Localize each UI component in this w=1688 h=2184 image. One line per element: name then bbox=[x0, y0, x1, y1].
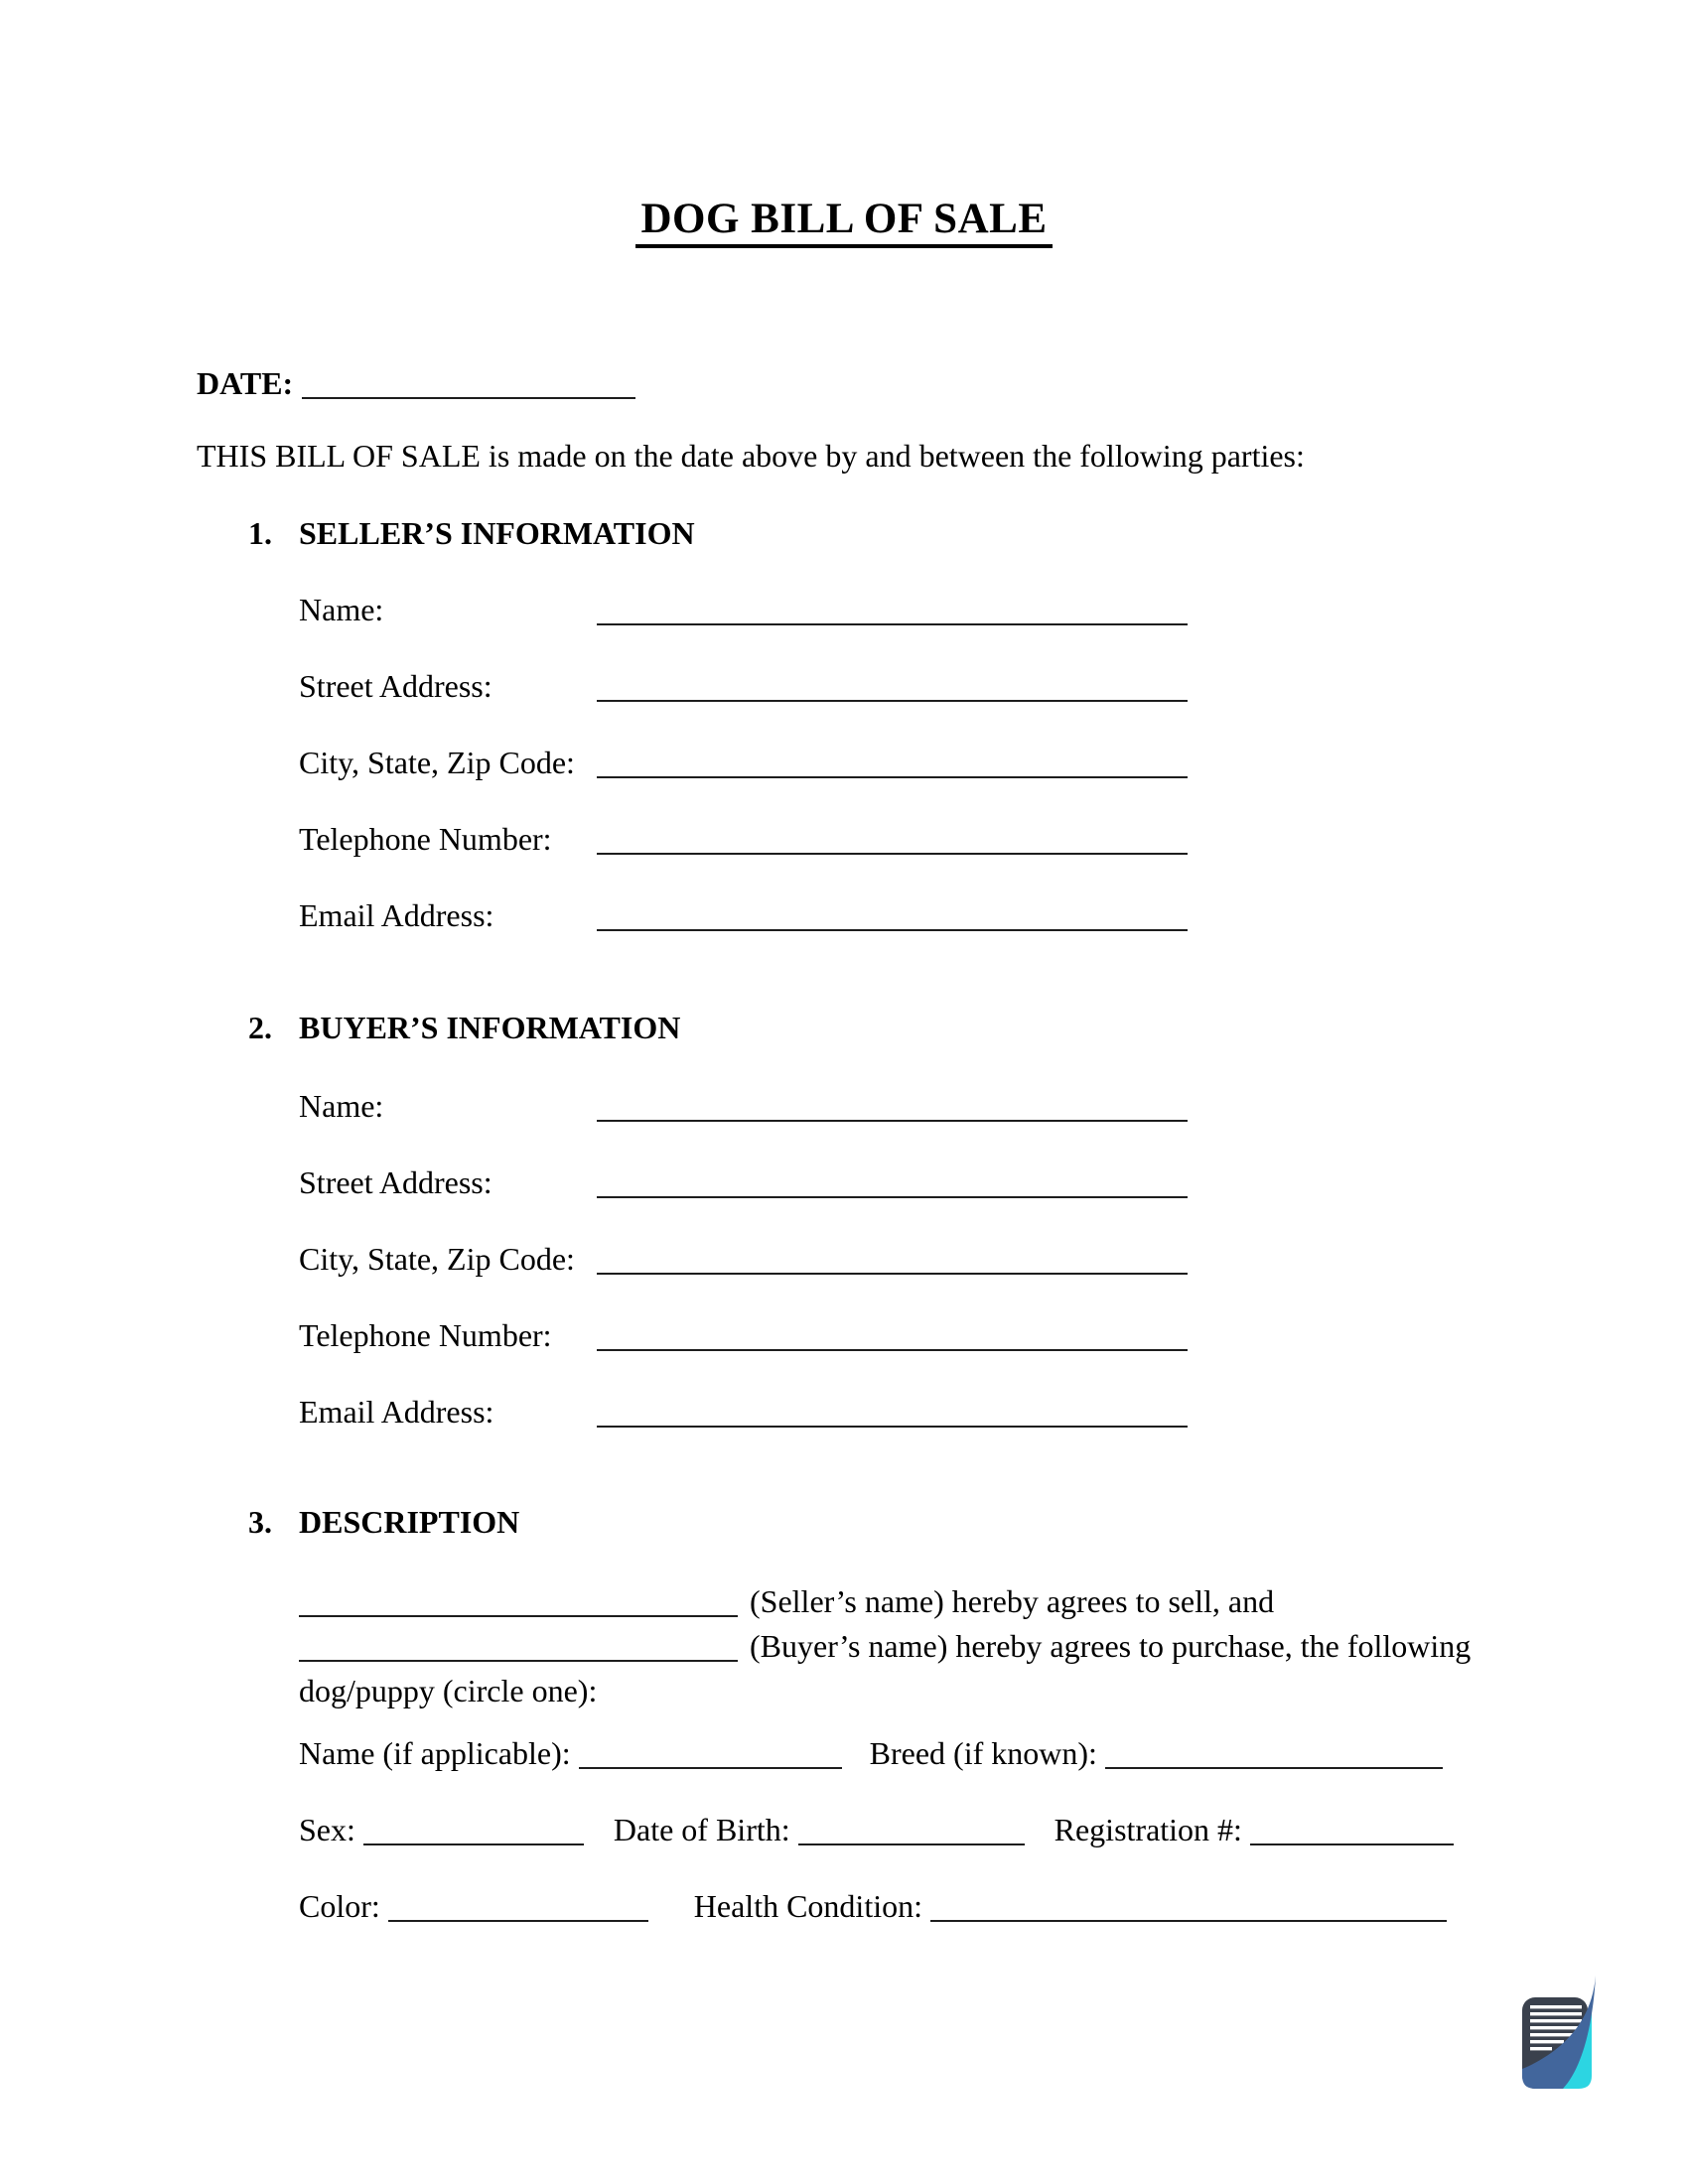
field-label: Name: bbox=[299, 592, 384, 627]
seller-name-blank-line bbox=[299, 1591, 738, 1617]
formspal-logo bbox=[1517, 1972, 1607, 2093]
health-condition-blank-line bbox=[930, 1896, 1447, 1922]
section-heading bbox=[248, 1504, 1688, 1540]
field-row-buyer-city-state-zip bbox=[299, 1241, 1688, 1277]
section-title: BUYER’S INFORMATION bbox=[299, 1010, 681, 1045]
field-row-seller-name bbox=[299, 592, 1688, 627]
field-row-buyer-telephone bbox=[299, 1317, 1688, 1353]
document-swoosh-logo-icon bbox=[1517, 1972, 1607, 2093]
field-blank-line bbox=[597, 600, 1188, 625]
field-label: Email Address: bbox=[299, 897, 494, 933]
seller-name-clause-line bbox=[299, 1579, 1490, 1624]
circle-one-line: dog/puppy (circle one): bbox=[299, 1673, 598, 1708]
field-blank-line bbox=[597, 829, 1188, 855]
field-blank-line bbox=[597, 905, 1188, 931]
date-label: DATE: bbox=[197, 365, 294, 401]
field-blank-line bbox=[597, 1096, 1188, 1122]
breed-label: Breed (if known): bbox=[869, 1735, 1097, 1771]
attr-row-sex-dob-registration bbox=[299, 1812, 1688, 1847]
sex-blank-line bbox=[363, 1820, 584, 1845]
field-label: City, State, Zip Code: bbox=[299, 1241, 575, 1277]
date-blank-line bbox=[302, 373, 635, 399]
seller-clause-text: (Seller’s name) hereby agrees to sell, and bbox=[750, 1583, 1275, 1619]
section-number: 2. bbox=[248, 1010, 272, 1045]
date-row bbox=[197, 365, 1688, 401]
field-label: Name: bbox=[299, 1088, 384, 1124]
section-heading bbox=[248, 515, 1688, 551]
field-label: Telephone Number: bbox=[299, 1317, 552, 1353]
page-title-text: DOG BILL OF SALE bbox=[635, 196, 1052, 248]
section-title: SELLER’S INFORMATION bbox=[299, 515, 695, 551]
registration-label: Registration #: bbox=[1054, 1812, 1242, 1847]
dog-name-label: Name (if applicable): bbox=[299, 1735, 571, 1771]
field-label: Street Address: bbox=[299, 1164, 492, 1200]
dog-name-blank-line bbox=[579, 1743, 842, 1769]
color-label: Color: bbox=[299, 1888, 380, 1924]
date-of-birth-label: Date of Birth: bbox=[613, 1812, 790, 1847]
field-row-seller-street-address bbox=[299, 668, 1688, 704]
registration-blank-line bbox=[1250, 1820, 1454, 1845]
field-label: Telephone Number: bbox=[299, 821, 552, 857]
section-title: DESCRIPTION bbox=[299, 1504, 520, 1540]
buyer-name-blank-line bbox=[299, 1636, 738, 1662]
health-condition-label: Health Condition: bbox=[693, 1888, 922, 1924]
attr-row-color-health bbox=[299, 1888, 1688, 1924]
field-blank-line bbox=[597, 1172, 1188, 1198]
buyer-clause-text: (Buyer’s name) hereby agrees to purchase, the following bbox=[750, 1628, 1472, 1664]
field-label: Email Address: bbox=[299, 1394, 494, 1430]
section-description bbox=[0, 1504, 1688, 1924]
section-buyers-information bbox=[0, 1010, 1688, 1430]
breed-blank-line bbox=[1105, 1743, 1443, 1769]
section-number: 3. bbox=[248, 1504, 272, 1540]
field-row-seller-telephone bbox=[299, 821, 1688, 857]
field-blank-line bbox=[597, 1249, 1188, 1275]
section-number: 1. bbox=[248, 515, 272, 551]
description-paragraph bbox=[299, 1579, 1490, 1713]
section-heading bbox=[248, 1010, 1688, 1045]
buyer-name-clause-line bbox=[299, 1624, 1490, 1669]
page-title bbox=[0, 0, 1688, 244]
field-blank-line bbox=[597, 1325, 1188, 1351]
attr-row-name-breed bbox=[299, 1735, 1688, 1771]
field-label: City, State, Zip Code: bbox=[299, 745, 575, 780]
field-row-buyer-street-address bbox=[299, 1164, 1688, 1200]
field-blank-line bbox=[597, 676, 1188, 702]
color-blank-line bbox=[388, 1896, 648, 1922]
field-blank-line bbox=[597, 752, 1188, 778]
field-row-buyer-email bbox=[299, 1394, 1688, 1430]
field-row-buyer-name bbox=[299, 1088, 1688, 1124]
field-label: Street Address: bbox=[299, 668, 492, 704]
field-row-seller-city-state-zip bbox=[299, 745, 1688, 780]
sex-label: Sex: bbox=[299, 1812, 355, 1847]
section-sellers-information bbox=[0, 515, 1688, 933]
intro-paragraph: THIS BILL OF SALE is made on the date above by and between the following parties: bbox=[197, 438, 1305, 474]
field-row-seller-email bbox=[299, 897, 1688, 933]
field-blank-line bbox=[597, 1402, 1188, 1428]
date-of-birth-blank-line bbox=[798, 1820, 1025, 1845]
